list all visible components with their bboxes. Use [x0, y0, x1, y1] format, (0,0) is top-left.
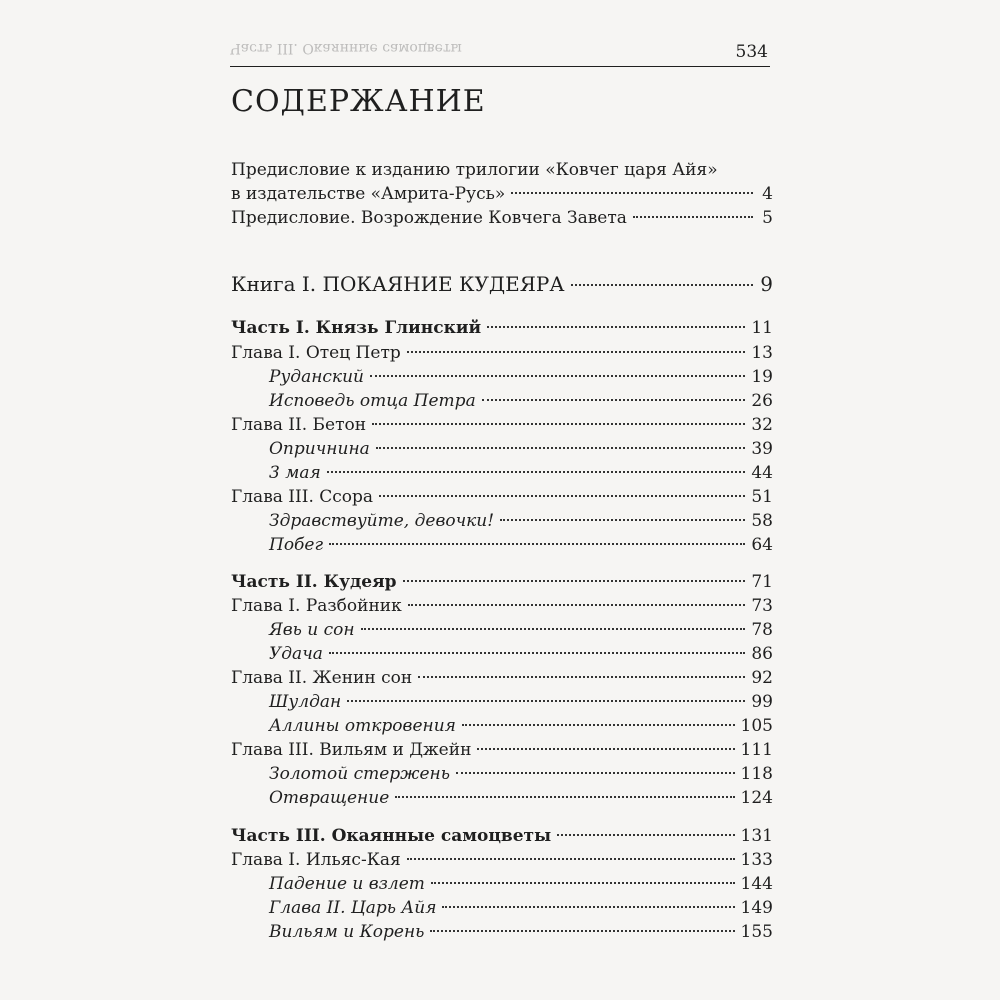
toc-entry-page: 9 — [760, 272, 773, 296]
toc-entry-section[interactable] — [269, 716, 773, 736]
toc-entry-title: Глава III. Вильям и Джейн — [231, 740, 472, 760]
toc-entry-chapter[interactable] — [231, 343, 773, 363]
toc-entry-section[interactable] — [269, 764, 773, 784]
dot-leader — [395, 796, 734, 798]
toc-entry-page: 144 — [740, 874, 773, 894]
toc-entry-page: 155 — [740, 922, 773, 942]
dot-leader — [327, 471, 746, 473]
toc-entry-title: Глава III. Ссора — [231, 487, 374, 507]
toc-entry-page: 44 — [751, 463, 773, 483]
toc-entry-section[interactable] — [269, 535, 773, 555]
dot-leader — [456, 772, 735, 774]
dot-leader — [407, 858, 735, 860]
dot-leader — [407, 351, 746, 353]
toc-entry-title: Глава II. Царь Айя — [269, 898, 437, 918]
toc-entry-title: Здравствуйте, девочки! — [269, 511, 495, 531]
dot-leader — [477, 748, 734, 750]
dot-leader — [379, 495, 745, 497]
dot-leader — [571, 284, 753, 286]
dot-leader — [487, 326, 745, 328]
toc-entry-title: Часть I. Князь Глинский — [231, 318, 482, 338]
toc-entry-chapter[interactable] — [231, 596, 773, 616]
toc-entry-title: Часть III. Окаянные самоцветы — [231, 826, 552, 846]
toc-entry-preface-edition[interactable] — [231, 184, 773, 204]
toc-entry-page: 78 — [751, 620, 773, 640]
toc-entry-book-1[interactable] — [231, 272, 773, 296]
toc-entry-title: Книга I. ПОКАЯНИЕ КУДЕЯРА — [231, 272, 565, 296]
toc-entry-page: 149 — [740, 898, 773, 918]
toc-entry-title: 3 мая — [269, 463, 321, 483]
dot-leader — [361, 628, 746, 630]
toc-entry-section[interactable] — [269, 391, 773, 411]
toc-entry-chapter[interactable] — [231, 415, 773, 435]
table-of-contents — [231, 0, 773, 1000]
toc-entry-page: 86 — [751, 644, 773, 664]
toc-entry-title: Явь и сон — [269, 620, 355, 640]
dot-leader — [370, 375, 745, 377]
toc-entry-page: 92 — [751, 668, 773, 688]
toc-entry-page: 32 — [751, 415, 773, 435]
toc-entry-title: Шулдан — [269, 692, 342, 712]
page-number: 534 — [735, 42, 768, 62]
toc-entry-page: 5 — [762, 208, 773, 228]
dot-leader — [442, 906, 734, 908]
toc-entry-page: 73 — [751, 596, 773, 616]
toc-entry-title: Удача — [269, 644, 323, 664]
toc-entry-chapter[interactable] — [231, 487, 773, 507]
toc-entry-section[interactable] — [269, 463, 773, 483]
preface-line-1: Предисловие к изданию трилогии «Ковчег царя Айя» — [231, 160, 718, 180]
toc-entry-section[interactable] — [269, 692, 773, 712]
toc-entry-page: 11 — [751, 318, 773, 338]
page-title: СОДЕРЖАНИЕ — [231, 84, 486, 119]
toc-entry-chapter[interactable] — [231, 740, 773, 760]
toc-entry-section[interactable] — [269, 788, 773, 808]
toc-entry-title: Глава I. Отец Петр — [231, 343, 401, 363]
toc-entry-page: 13 — [751, 343, 773, 363]
toc-entry-title: Часть II. Кудеяр — [231, 572, 397, 592]
toc-entry-title: Падение и взлет — [269, 874, 425, 894]
toc-entry-page: 71 — [751, 572, 773, 592]
dot-leader — [557, 834, 734, 836]
toc-entry-page: 133 — [740, 850, 773, 870]
toc-entry-part[interactable] — [231, 572, 773, 592]
toc-entry-page: 111 — [740, 740, 773, 760]
dot-leader — [376, 447, 746, 449]
dot-leader — [329, 652, 745, 654]
toc-entry-section[interactable] — [269, 367, 773, 387]
dot-leader — [482, 399, 746, 401]
dot-leader — [347, 700, 745, 702]
toc-entry-section[interactable] — [269, 874, 773, 894]
toc-entry-chapter[interactable] — [231, 668, 773, 688]
dot-leader — [403, 580, 746, 582]
running-head-bleed: Часть III. Окаянные самоцветы — [230, 40, 462, 56]
dot-leader — [462, 724, 735, 726]
toc-entry-page: 64 — [751, 535, 773, 555]
toc-entry-section[interactable] — [269, 511, 773, 531]
toc-entry-page: 58 — [751, 511, 773, 531]
toc-entry-page: 105 — [740, 716, 773, 736]
toc-entry-title: Отвращение — [269, 788, 390, 808]
dot-leader — [408, 604, 746, 606]
toc-entry-page: 26 — [751, 391, 773, 411]
toc-entry-page: 99 — [751, 692, 773, 712]
toc-entry-title: Глава II. Бетон — [231, 415, 367, 435]
toc-entry-section[interactable] — [269, 439, 773, 459]
dot-leader — [511, 192, 753, 194]
toc-entry-title: Вильям и Корень — [269, 922, 425, 942]
dot-leader — [430, 930, 734, 932]
toc-entry-page: 51 — [751, 487, 773, 507]
toc-entry-section[interactable] — [269, 644, 773, 664]
toc-entry-page: 118 — [740, 764, 773, 784]
toc-entry-part[interactable] — [231, 318, 773, 338]
toc-entry-part[interactable] — [231, 826, 773, 846]
toc-entry-title: Руданский — [269, 367, 364, 387]
toc-entry-title: Глава I. Разбойник — [231, 596, 402, 616]
toc-entry-title: Предисловие. Возрождение Ковчега Завета — [231, 208, 627, 228]
toc-entry-title: Опричнина — [269, 439, 370, 459]
toc-entry-chapter[interactable] — [231, 850, 773, 870]
toc-entry-page: 124 — [740, 788, 773, 808]
toc-entry-title: Побег — [269, 535, 324, 555]
toc-entry-title: Исповедь отца Петра — [269, 391, 476, 411]
dot-leader — [329, 543, 745, 545]
toc-entry-section[interactable] — [269, 922, 773, 942]
toc-entry-page: 131 — [740, 826, 773, 846]
dot-leader — [500, 519, 745, 521]
toc-entry-title: Глава I. Ильяс-Кая — [231, 850, 401, 870]
dot-leader — [431, 882, 735, 884]
toc-entry-page: 19 — [751, 367, 773, 387]
toc-entry-section[interactable] — [269, 620, 773, 640]
toc-entry-section[interactable] — [269, 898, 773, 918]
dot-leader — [633, 216, 753, 218]
toc-entry-title: Глава II. Женин сон — [231, 668, 413, 688]
toc-entry-preface-revival[interactable] — [231, 208, 773, 228]
toc-entry-title: Золотой стержень — [269, 764, 451, 784]
toc-entry-title: Аллины откровения — [269, 716, 456, 736]
toc-entry-page: 39 — [751, 439, 773, 459]
toc-entry-page: 4 — [762, 184, 773, 204]
toc-entry-title: в издательстве «Амрита-Русь» — [231, 184, 506, 204]
dot-leader — [372, 423, 745, 425]
dot-leader — [418, 676, 745, 678]
